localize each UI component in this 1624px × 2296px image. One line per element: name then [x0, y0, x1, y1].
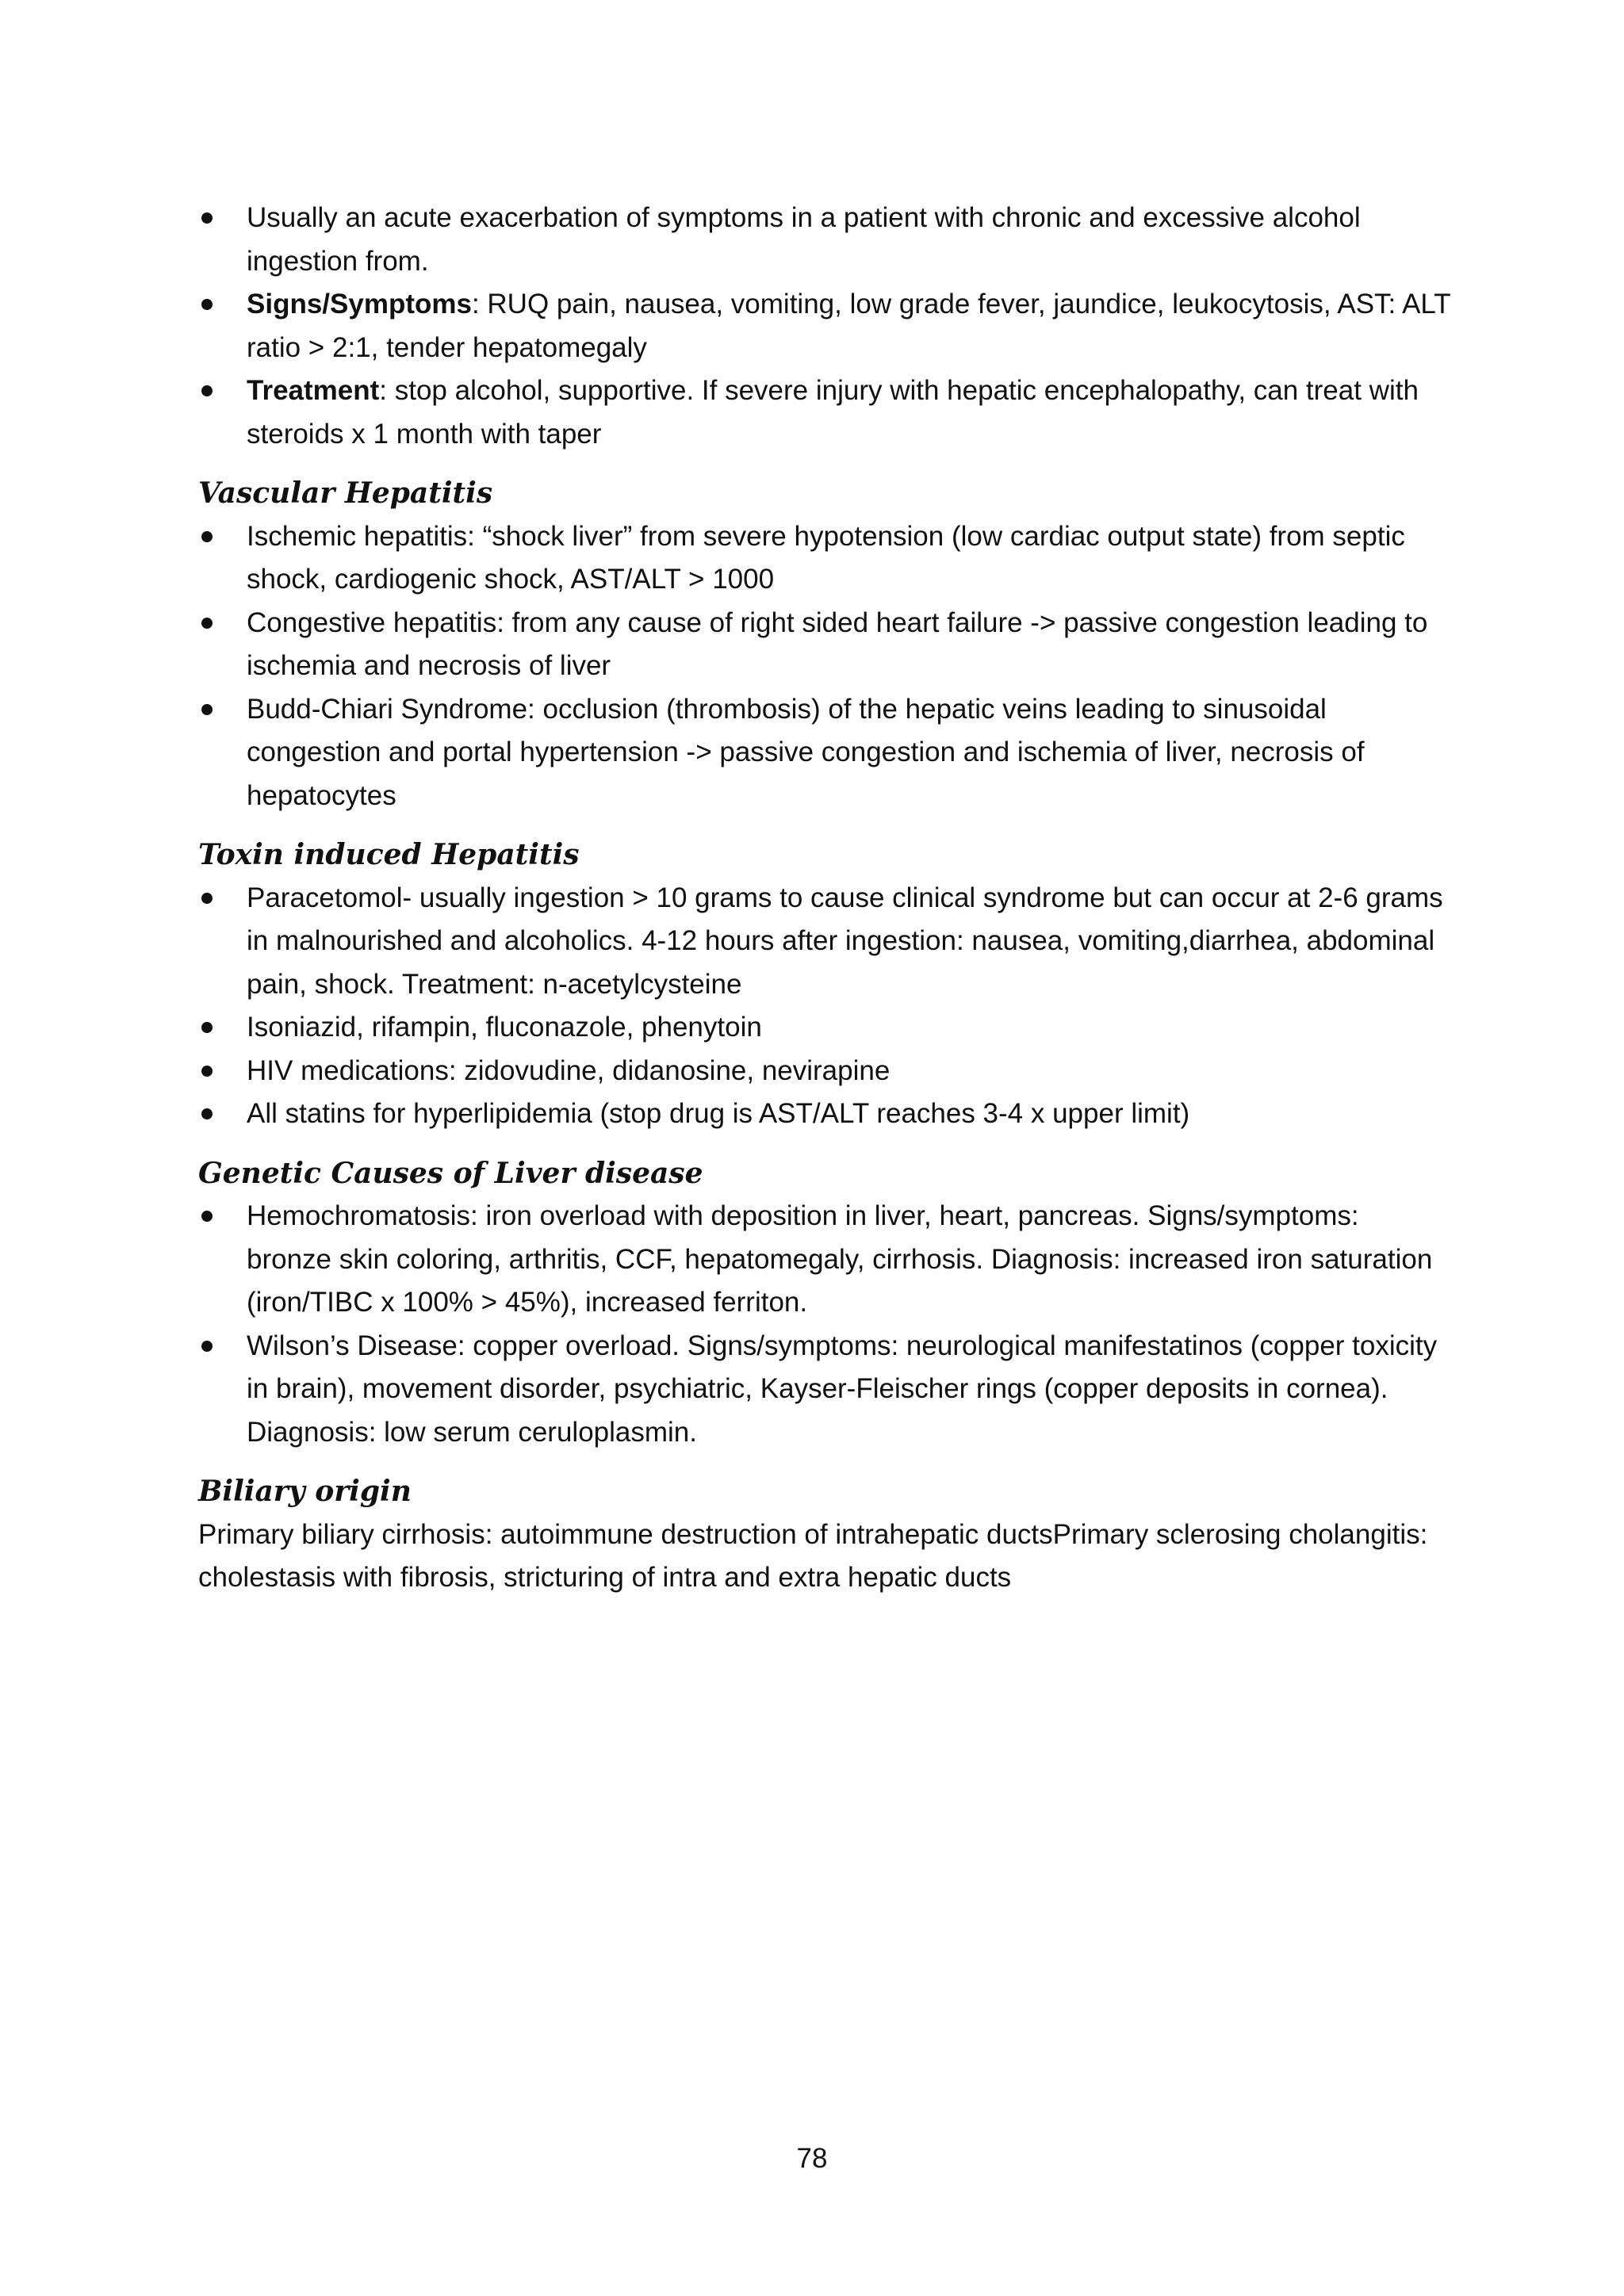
- section-heading-toxin: Toxin induced Hepatitis: [198, 838, 580, 871]
- bullet-icon: [201, 1211, 213, 1222]
- list-item: [198, 1093, 1451, 1136]
- list-item-text: Isoniazid, rifampin, fluconazole, phenytoin: [247, 1012, 762, 1043]
- list-item: [198, 877, 1451, 1007]
- list-item-text: Budd-Chiari Syndrome: occlusion (thrombosis) of the hepatic veins leading to sinusoidal congestion and portal hypertension -> passive congestion and ischemia of liver, necrosis of hepatocytes: [247, 693, 1365, 811]
- list-item-label: Treatment: [247, 375, 380, 406]
- list-item: [198, 197, 1451, 283]
- section-heading-vascular: Vascular Hepatitis: [198, 476, 493, 510]
- list-item: [198, 515, 1451, 602]
- section-heading-genetic: Genetic Causes of Liver disease: [198, 1156, 703, 1190]
- bullet-icon: [201, 212, 213, 224]
- list-item: [198, 1195, 1451, 1325]
- list-item: [198, 688, 1451, 818]
- list-item: [198, 1050, 1451, 1093]
- list-item-text: Congestive hepatitis: from any cause of right sided heart failure -> passive congestion leading to ischemia and necrosis of liver: [247, 607, 1428, 681]
- biliary-paragraph: Primary biliary cirrhosis: autoimmune destruction of intrahepatic ductsPrimary sclerosing cholangitis: cholestasis with fibrosis, stricturing of intra and extra hepatic ducts: [198, 1518, 1428, 1593]
- alcoholic-hepatitis-list: [198, 197, 1451, 456]
- bullet-icon: [201, 299, 213, 310]
- section-heading-biliary: Biliary origin: [198, 1475, 412, 1508]
- list-item-text: Paracetomol- usually ingestion > 10 grams to cause clinical syndrome but can occur at 2-6 grams in malnourished and alcoholics. 4-12 hours after ingestion: nausea, vomiting,diarrhea, abdominal pain, shock. Treatment: n-acetylcysteine: [247, 882, 1443, 1000]
- bullet-icon: [201, 531, 213, 542]
- list-item-text: Wilson’s Disease: copper overload. Signs/symptoms: neurological manifestatinos (copper toxicity in brain), movement disorder, psychiatric, Kayser-Fleischer rings (copper deposits in cornea). Diagnosis: low serum ceruloplasmin.: [247, 1330, 1438, 1448]
- bullet-icon: [201, 893, 213, 904]
- bullet-icon: [201, 1108, 213, 1119]
- list-item: [198, 283, 1451, 369]
- toxin-hepatitis-list: [198, 877, 1451, 1136]
- genetic-causes-list: [198, 1195, 1451, 1454]
- bullet-icon: [201, 1341, 213, 1352]
- list-item: [198, 602, 1451, 688]
- bullet-icon: [201, 704, 213, 715]
- list-item-text: Usually an acute exacerbation of symptoms in a patient with chronic and excessive alcohol ingestion from.: [247, 202, 1361, 277]
- list-item-label: Signs/Symptoms: [247, 289, 472, 320]
- list-item-text: Hemochromatosis: iron overload with deposition in liver, heart, pancreas. Signs/symptoms: bronze skin coloring, arthritis, CCF, hepatomegaly, cirrhosis. Diagnosis: increased iron saturation (iron/TIBC x 100% > 45%), increased ferriton.: [247, 1200, 1433, 1318]
- list-item-text: HIV medications: zidovudine, didanosine, nevirapine: [247, 1054, 891, 1086]
- list-item-text: : stop alcohol, supportive. If severe injury with hepatic encephalopathy, can treat with steroids x 1 month with taper: [247, 375, 1419, 450]
- list-item: [198, 369, 1451, 456]
- page-number: 78: [796, 2143, 828, 2174]
- list-item-text: All statins for hyperlipidemia (stop drug is AST/ALT reaches 3-4 x upper limit): [247, 1098, 1190, 1129]
- list-item-text: Ischemic hepatitis: “shock liver” from severe hypotension (low cardiac output state) from septic shock, cardiogenic shock, AST/ALT > 1000: [247, 520, 1405, 595]
- vascular-hepatitis-list: [198, 515, 1451, 818]
- list-item: [198, 1325, 1451, 1455]
- list-item-text: : RUQ pain, nausea, vomiting, low grade fever, jaundice, leukocytosis, AST: ALT ratio > 2:1, tender hepatomegaly: [247, 289, 1451, 363]
- list-item: [198, 1006, 1451, 1050]
- bullet-icon: [201, 618, 213, 629]
- page-content: [198, 197, 1451, 1600]
- bullet-icon: [201, 1066, 213, 1077]
- bullet-icon: [201, 1022, 213, 1033]
- bullet-icon: [201, 385, 213, 396]
